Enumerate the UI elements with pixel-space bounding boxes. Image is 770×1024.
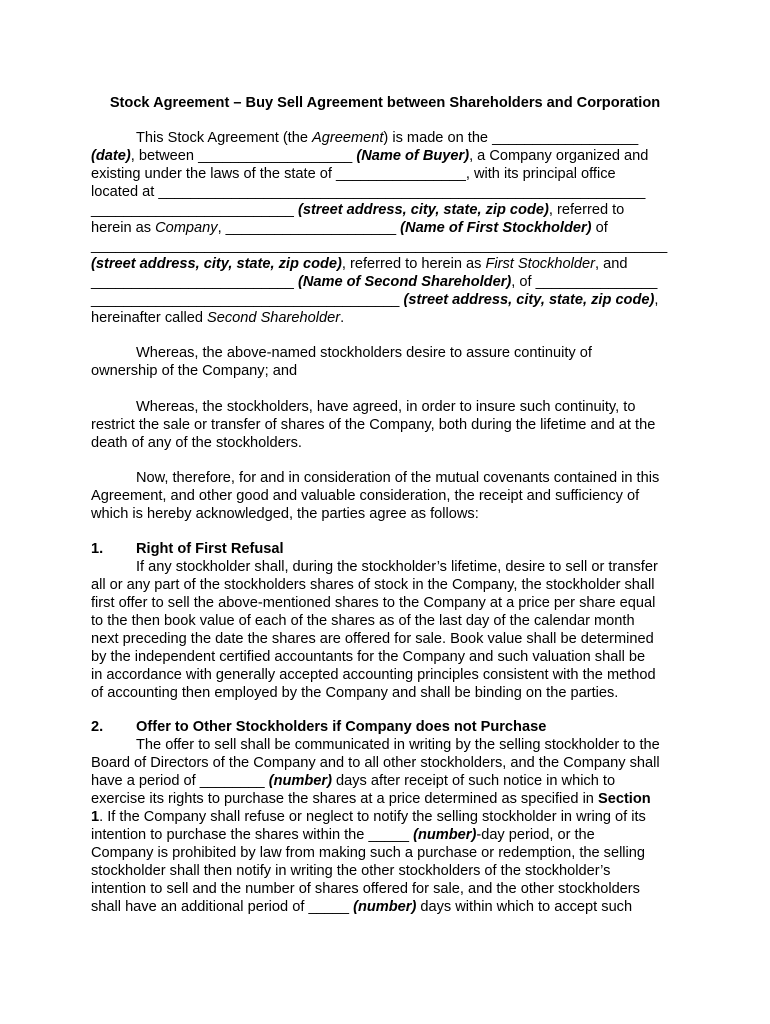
text-line: If any stockholder shall, during the stockholder’s lifetime, desire to sell or transfer	[136, 559, 658, 575]
section-title: Offer to Other Stockholders if Company does not Purchase	[136, 719, 547, 735]
text-line: 1. If the Company shall refuse or neglect to notify the selling stockholder in wring of its	[91, 809, 646, 825]
text-line: Agreement, and other good and valuable consideration, the receipt and sufficiency of	[91, 488, 640, 504]
text-line: shall have an additional period of _____ (number) days within which to accept such	[91, 899, 633, 915]
text-line: exercise its rights to purchase the shares at a price determined as specified in Section	[91, 791, 651, 807]
text-line: hereinafter called Second Shareholder.	[91, 310, 345, 326]
section-number: 1.	[91, 541, 104, 557]
section-2	[91, 718, 679, 916]
whereas-paragraph-1	[91, 344, 679, 380]
text-line: next preceding the date the shares are offered for sale. Book value shall be determined	[91, 631, 654, 647]
now-therefore-paragraph	[91, 469, 679, 523]
text-line: have a period of ________ (number) days after receipt of such notice in which to	[91, 773, 616, 789]
second-shareholder-placeholder: (Name of Second Shareholder)	[297, 274, 512, 290]
section-number: 2.	[91, 719, 104, 735]
text-line: ______________________________________ (street address, city, state, zip code),	[91, 292, 659, 308]
text-line: _________________________ (street address, city, state, zip code), referred to	[91, 202, 625, 218]
text-line: located at ____________________________________________________________	[91, 184, 646, 200]
text-line: of accounting then employed by the Company and shall be binding on the parties.	[91, 685, 619, 701]
text-line: by the independent certified accountants for the Company and such valuation shall be	[91, 649, 646, 665]
text-line: which is hereby acknowledged, the parties agree as follows:	[91, 506, 479, 522]
text-line: stockholder shall then notify in writing the other stockholders of the stockholder’s	[91, 863, 611, 879]
text-line: Now, therefore, for and in consideration of the mutual covenants contained in this	[136, 470, 660, 486]
text-line: (street address, city, state, zip code), referred to herein as First Stockholder, and	[91, 256, 628, 272]
text-line: intention to sell and the number of shares offered for sale, and the other stockholders	[91, 881, 640, 897]
date-placeholder: (date)	[91, 148, 131, 164]
section-1-heading	[91, 540, 679, 558]
text-line: existing under the laws of the state of ________________, with its principal office	[91, 166, 616, 182]
text-line: all or any part of the stockholders shares of stock in the Company, the stockholder shall	[91, 577, 655, 593]
whereas-paragraph-2	[91, 398, 679, 452]
text-line: (date), between ___________________ (Name of Buyer), a Company organized and	[91, 148, 649, 164]
address-placeholder: (street address, city, state, zip code)	[297, 202, 549, 218]
text-line: intention to purchase the shares within the _____ (number)-day period, or the	[91, 827, 595, 843]
text-line: _______________________________________________________________________	[91, 238, 668, 254]
section-2-heading	[91, 718, 679, 736]
text-line: in accordance with generally accepted accounting principles consistent with the method	[91, 667, 656, 683]
number-placeholder: (number)	[413, 827, 477, 843]
buyer-name-placeholder: (Name of Buyer)	[356, 148, 470, 164]
text-line: This Stock Agreement (the Agreement) is made on the __________________	[136, 130, 639, 146]
text-line: _________________________ (Name of Second Shareholder), of _______________	[91, 274, 658, 290]
document-title: Stock Agreement – Buy Sell Agreement between Shareholders and Corporation	[109, 95, 661, 111]
first-stockholder-placeholder: (Name of First Stockholder)	[400, 220, 592, 236]
text-line: ownership of the Company; and	[91, 363, 298, 379]
number-placeholder: (number)	[268, 773, 332, 789]
text-line: to the then book value of each of the shares as of the last day of the calendar month	[91, 613, 635, 629]
section-1	[91, 540, 679, 702]
text-line: Whereas, the above-named stockholders desire to assure continuity of	[136, 345, 592, 361]
preamble-paragraph	[91, 129, 679, 327]
number-placeholder: (number)	[353, 899, 417, 915]
text-line: first offer to sell the above-mentioned shares to the Company at a price per share equal	[91, 595, 656, 611]
text-line: death of any of the stockholders.	[91, 435, 302, 451]
section-title: Right of First Refusal	[136, 541, 284, 557]
text-line: Whereas, the stockholders, have agreed, in order to insure such continuity, to	[136, 399, 636, 415]
text-line: The offer to sell shall be communicated in writing by the selling stockholder to the	[136, 737, 660, 753]
text-line: Board of Directors of the Company and to all other stockholders, and the Company shall	[91, 755, 660, 771]
address-placeholder: (street address, city, state, zip code)	[91, 256, 342, 272]
address-placeholder: (street address, city, state, zip code)	[403, 292, 655, 308]
text-line: restrict the sale or transfer of shares of the Company, both during the lifetime and at the	[91, 417, 656, 433]
text-line: Company is prohibited by law from making such a purchase or redemption, the selling	[91, 845, 646, 861]
text-line: herein as Company, _____________________ (Name of First Stockholder) of	[91, 220, 608, 236]
